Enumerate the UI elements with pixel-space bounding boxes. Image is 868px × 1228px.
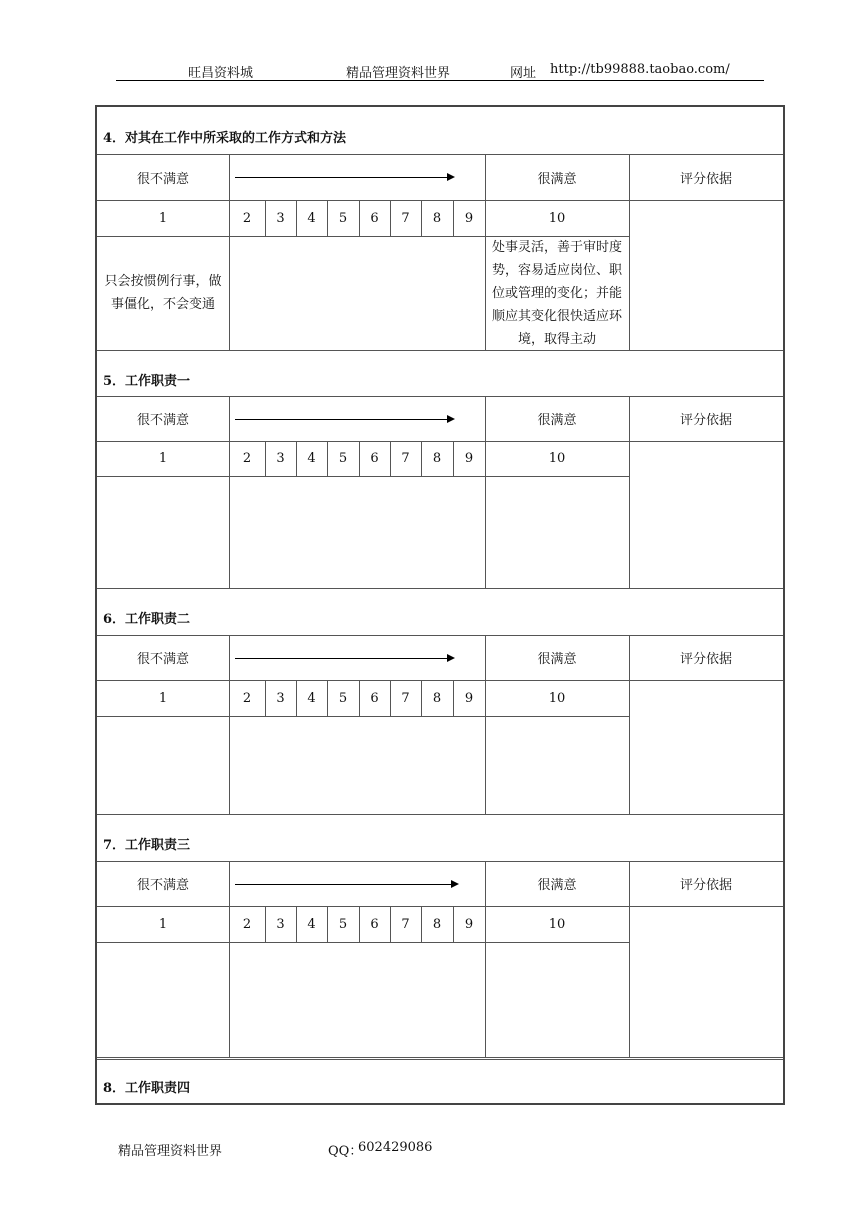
score-5: 5 — [338, 451, 348, 466]
section-title: 7．工作职责三 — [103, 838, 191, 853]
rating-arrow — [235, 884, 457, 885]
score-5: 5 — [338, 916, 348, 932]
score-9: 9 — [464, 916, 474, 932]
scoring-basis-label: 评分依据 — [679, 878, 732, 893]
section-title: 6．工作职责二 — [103, 612, 191, 627]
rating-entry-area[interactable] — [229, 942, 485, 1057]
low-rating-label: 很不满意 — [136, 878, 189, 893]
low-rating-label: 很不满意 — [136, 652, 189, 667]
high-rating-description — [491, 716, 623, 814]
score-2: 2 — [242, 210, 252, 226]
score-8: 8 — [432, 451, 442, 466]
low-rating-label: 很不满意 — [136, 171, 189, 187]
score-8: 8 — [432, 690, 442, 706]
score-10: 10 — [548, 690, 566, 706]
low-rating-description — [103, 716, 223, 814]
score-1: 1 — [158, 690, 168, 706]
high-rating-label: 很满意 — [537, 652, 577, 667]
footer-qq-number: 602429086 — [358, 1140, 433, 1155]
score-1: 1 — [158, 451, 168, 466]
score-6: 6 — [370, 916, 379, 932]
high-rating-description: 处事灵活，善于审时度势，容易适应岗位、职位或管理的变化；并能顺应其变化很快适应环境，取得主动 — [491, 239, 622, 347]
score-2: 2 — [242, 916, 252, 932]
scoring-basis-entry[interactable] — [629, 441, 783, 588]
score-5: 5 — [338, 690, 348, 706]
high-rating-description — [491, 942, 623, 1057]
low-rating-description — [103, 476, 223, 588]
rating-entry-area[interactable] — [229, 716, 485, 814]
section-title: 8．工作职责四 — [103, 1081, 191, 1096]
score-10: 10 — [548, 210, 566, 226]
score-7: 7 — [401, 690, 410, 706]
score-2: 2 — [242, 690, 252, 706]
score-9: 9 — [464, 690, 474, 706]
scoring-basis-entry[interactable] — [629, 680, 783, 814]
score-4: 4 — [307, 916, 316, 932]
score-2: 2 — [242, 451, 252, 466]
score-4: 4 — [307, 451, 316, 466]
high-rating-label: 很满意 — [537, 413, 577, 428]
score-8: 8 — [432, 916, 442, 932]
section-divider — [97, 814, 783, 815]
score-6: 6 — [370, 210, 379, 226]
footer-qq-label: QQ： — [328, 1144, 363, 1159]
high-rating-description — [491, 476, 623, 588]
score-3: 3 — [276, 916, 285, 932]
scoring-basis-label: 评分依据 — [679, 171, 732, 187]
section-divider — [97, 1057, 783, 1060]
header-site-name: 精品管理资料世界 — [346, 66, 451, 81]
score-9: 9 — [464, 210, 474, 226]
header-url-label: 网址 — [510, 66, 537, 81]
header-shop-name: 旺昌资料城 — [188, 66, 254, 81]
rating-arrow — [235, 177, 453, 178]
score-4: 4 — [307, 210, 316, 226]
score-3: 3 — [276, 451, 285, 466]
scoring-basis-label: 评分依据 — [679, 413, 732, 428]
scoring-basis-entry[interactable] — [629, 200, 783, 350]
section-divider — [97, 350, 783, 351]
evaluation-form — [95, 105, 785, 1105]
footer-site-name: 精品管理资料世界 — [118, 1144, 223, 1159]
page-header — [0, 62, 868, 82]
scoring-basis-label: 评分依据 — [679, 652, 732, 667]
rating-entry-area[interactable] — [229, 236, 485, 350]
score-7: 7 — [401, 451, 410, 466]
section-title: 5．工作职责一 — [103, 374, 191, 389]
high-rating-label: 很满意 — [537, 171, 577, 187]
score-4: 4 — [307, 690, 316, 706]
score-6: 6 — [370, 690, 379, 706]
low-rating-label: 很不满意 — [136, 413, 189, 428]
score-9: 9 — [464, 451, 474, 466]
score-7: 7 — [401, 210, 410, 226]
score-3: 3 — [276, 690, 285, 706]
scoring-basis-entry[interactable] — [629, 906, 783, 1057]
score-1: 1 — [158, 916, 168, 932]
score-10: 10 — [548, 451, 566, 466]
header-divider — [116, 80, 764, 81]
section-title: 4．对其在工作中所采取的工作方式和方法 — [103, 131, 347, 146]
low-rating-description — [103, 942, 223, 1057]
high-rating-label: 很满意 — [537, 878, 577, 893]
score-7: 7 — [401, 916, 410, 932]
section-divider — [97, 588, 783, 589]
score-5: 5 — [338, 210, 348, 226]
header-url[interactable]: http://tb99888.taobao.com/ — [550, 62, 730, 77]
rating-arrow — [235, 419, 453, 420]
rating-entry-area[interactable] — [229, 476, 485, 588]
score-8: 8 — [432, 210, 442, 226]
score-6: 6 — [370, 451, 379, 466]
low-rating-description: 只会按惯例行事，做事僵化，不会变通 — [104, 274, 222, 312]
score-10: 10 — [548, 916, 566, 932]
score-1: 1 — [158, 210, 168, 226]
rating-arrow — [235, 658, 453, 659]
score-3: 3 — [276, 210, 285, 226]
